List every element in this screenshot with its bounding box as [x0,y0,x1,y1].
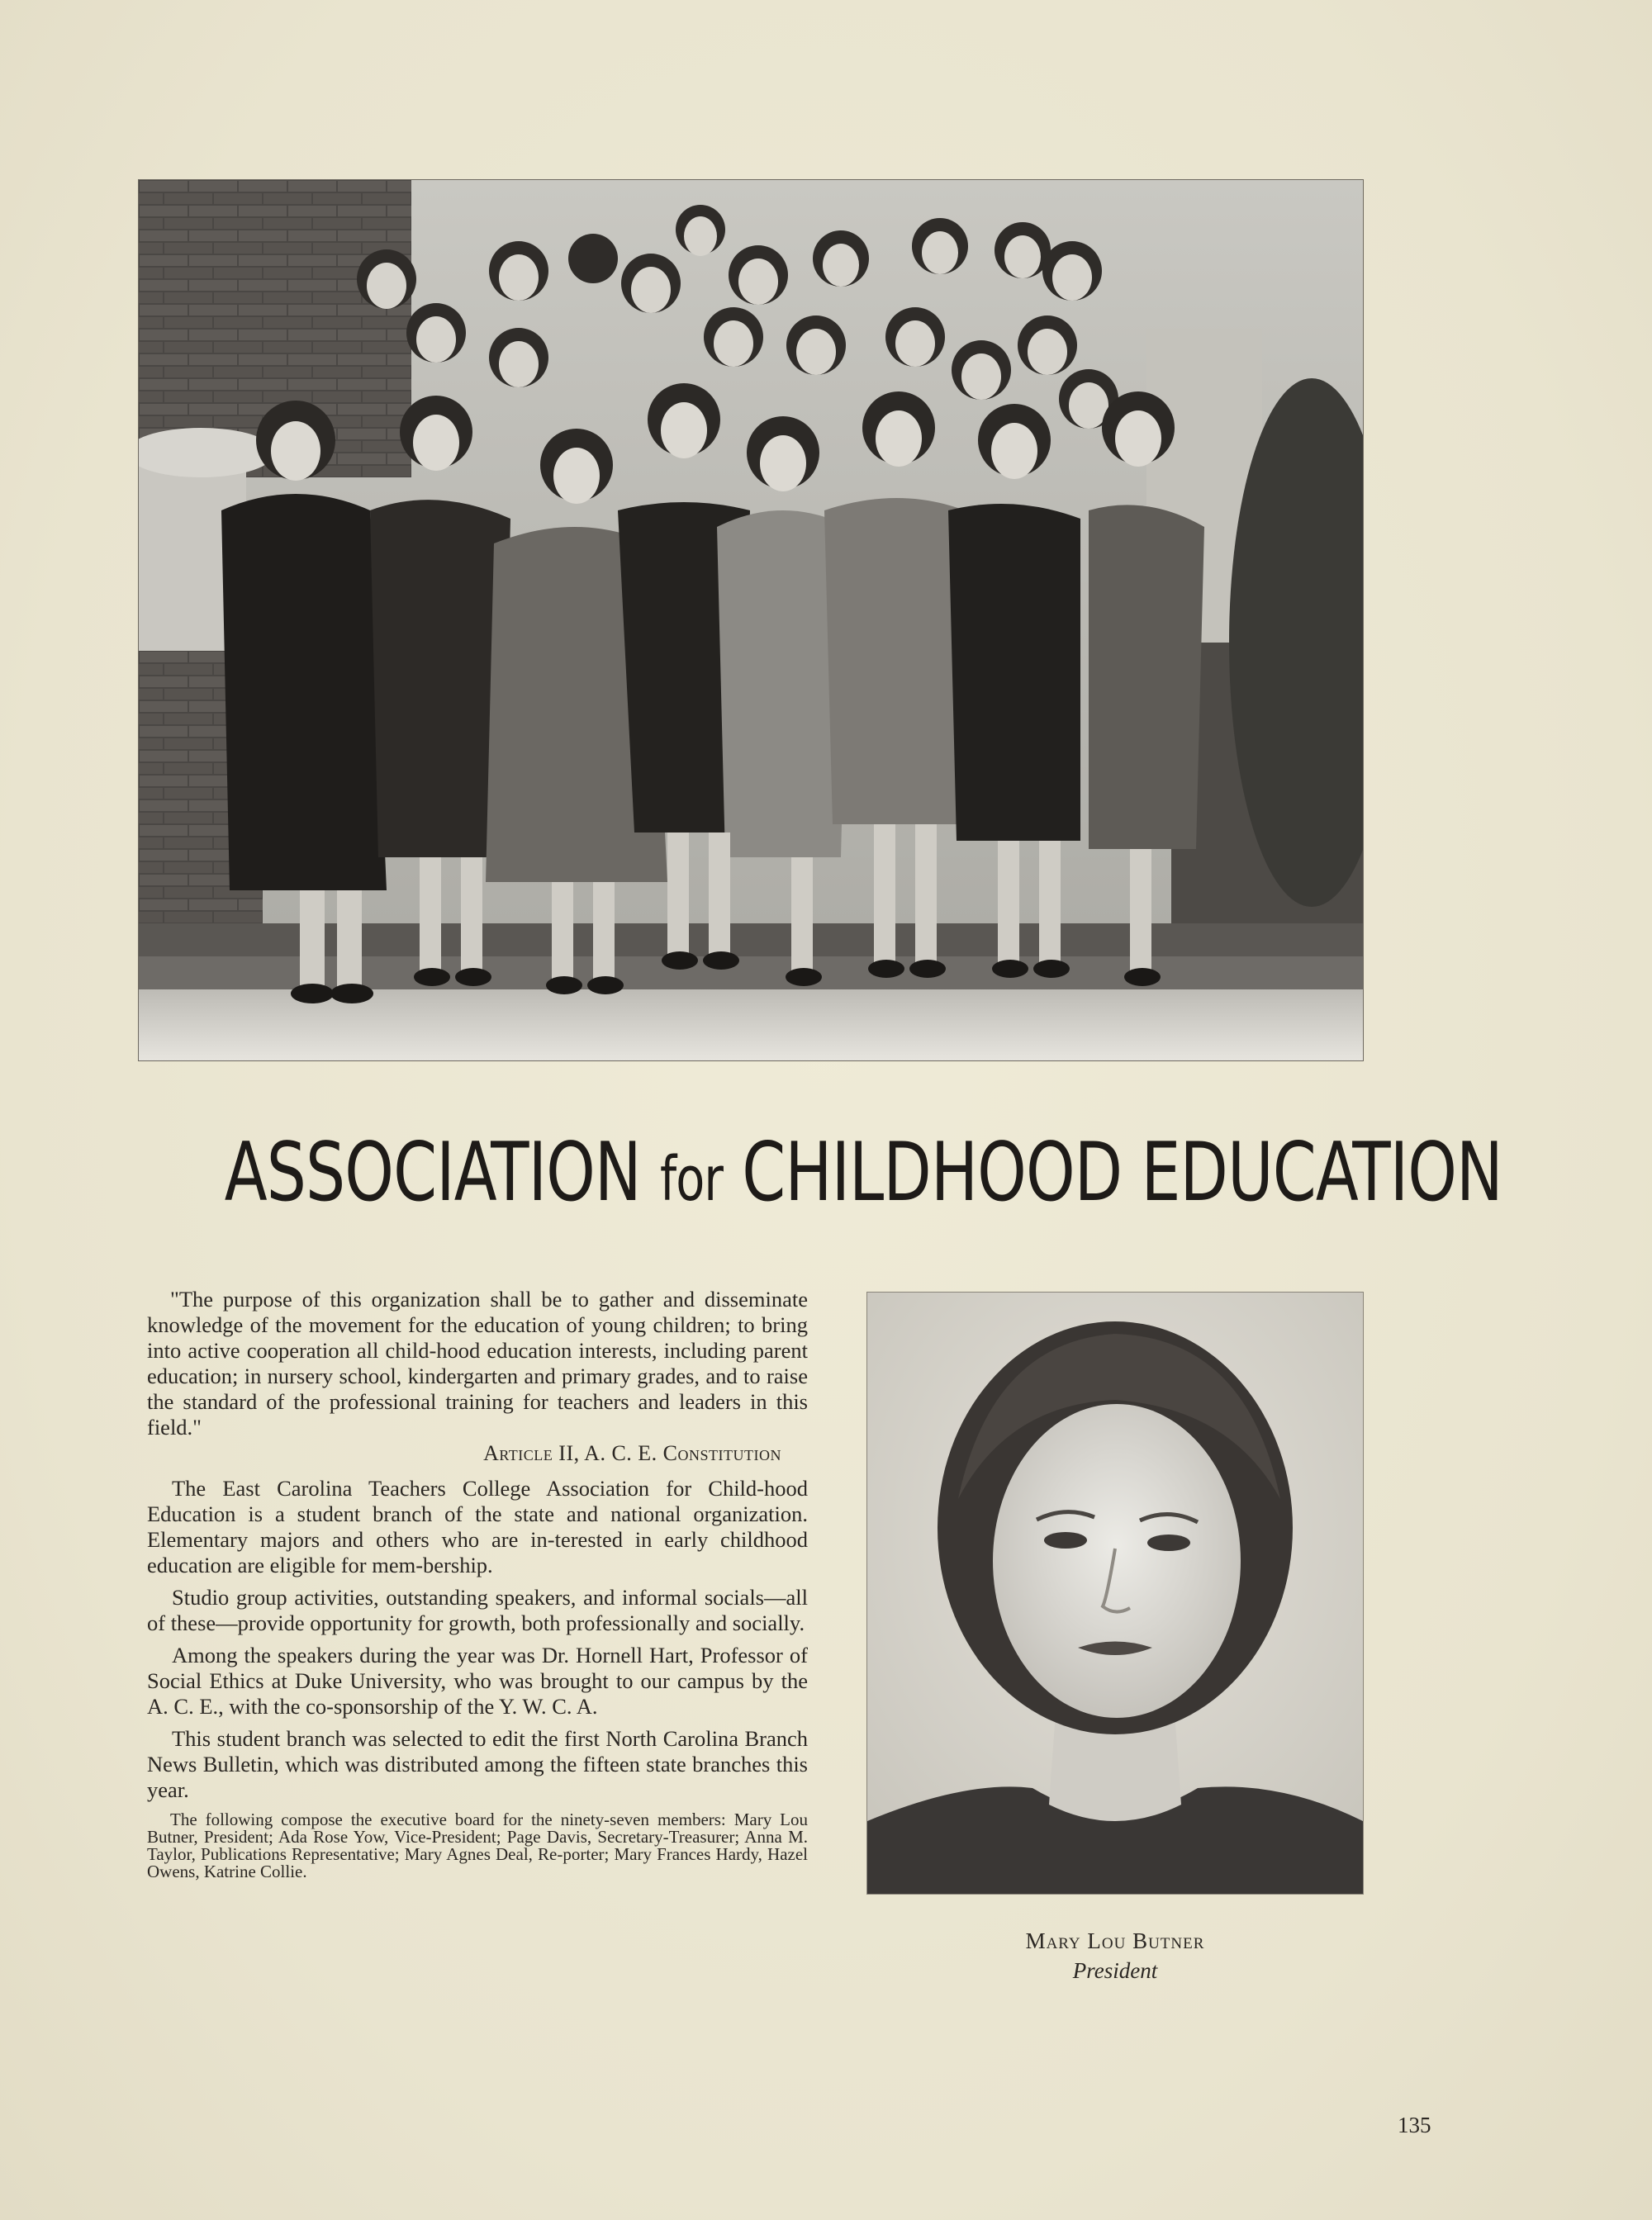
title-part-2: CHILDHOOD EDUCATION [742,1126,1502,1220]
title-part-1: ASSOCIATION [224,1126,641,1220]
paragraph-4: This student branch was selected to edit the first North Carolina Branch News Bulletin, which was distributed among the fifteen state branches this year. [147,1726,808,1802]
president-role: President [1072,1958,1158,1983]
page-number: 135 [1398,2113,1431,2137]
paragraph-3: Among the speakers during the year was Dr. Hornell Hart, Professor of Social Ethics at Duke University, who was brought to our campus by the A. C. E., with the co-sponsorship of the Y. W. C. A. [147,1643,808,1719]
paragraph-2: Studio group activities, outstanding speakers, and informal socials—all of these—provide opportunity for growth, both professionally and socially. [147,1585,808,1635]
paragraph-1: The East Carolina Teachers College Association for Child-hood Education is a student branch of the state and national organization. Elementary majors and others who are in-terested in early childhood education are eligible for mem-bership. [147,1476,808,1577]
title-connector: for [659,1144,724,1215]
portrait-caption [867,1926,1363,1985]
constitution-quote: "The purpose of this organization shall be to gather and disseminate knowledge of the movement for the education of young children; to bring into active cooperation all child-hood education interests, including parent education; in nursery school, kindergarten and primary grades, and to raise the standard of the professional training for teachers and leaders in this field." [147,1287,808,1440]
president-name: Mary Lou Butner [1025,1928,1205,1953]
group-photograph [139,180,1363,1060]
page-title [224,1126,1502,1225]
executive-board-text: The following compose the executive board for the ninety-seven members: Mary Lou Butner, President; Ada Rose Yow, Vice-President; Page Davis, Secretary-Treasurer; Anna M. Taylor, Publications Representative; Mary Agnes Deal, Re-porter; Mary Frances Hardy, Hazel Owens, Katrine Collie. [147,1810,808,1881]
president-portrait [867,1293,1363,1894]
quote-attribution: Article II, A. C. E. Constitution [483,1441,781,1465]
article-text [147,1287,808,1887]
